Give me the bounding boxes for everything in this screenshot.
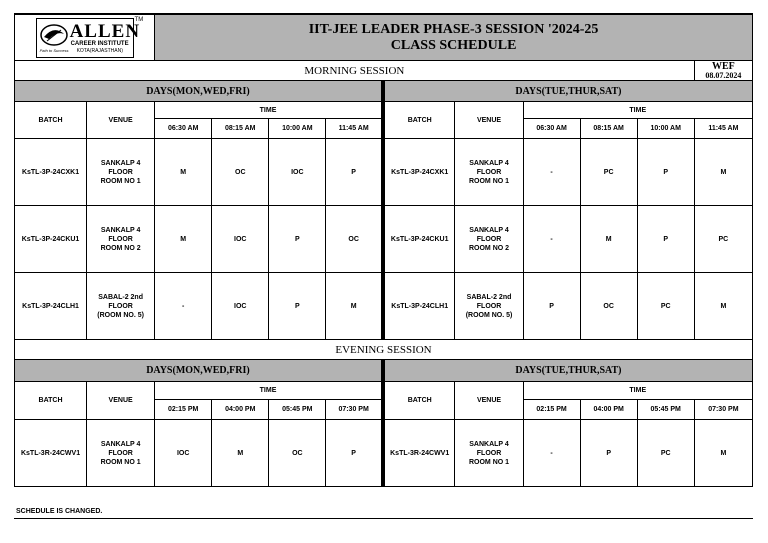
logo-location: KOTA(RAJASTHAN)	[76, 47, 123, 54]
subject-cell: P	[580, 420, 637, 487]
evening-colhead-row	[15, 382, 753, 400]
wef-date: 08.07.2024	[705, 70, 742, 80]
document-subtitle: CLASS SCHEDULE	[390, 37, 517, 53]
time-header: TIME	[155, 102, 383, 119]
time-slot: 07:30 PM	[694, 400, 752, 420]
wef-label: WEF	[711, 60, 735, 72]
logo-trademark: TM	[134, 16, 144, 23]
time-slot: 04:00 PM	[212, 400, 269, 420]
time-slot: 06:30 AM	[523, 119, 580, 139]
venue-line: FLOOR	[476, 235, 502, 243]
schedule-table	[14, 14, 753, 487]
venue-cell	[455, 206, 523, 273]
venue-line: FLOOR	[108, 302, 133, 310]
subject-cell: OC	[580, 273, 637, 340]
morning-days-right: DAYS(TUE,THUR,SAT)	[383, 81, 753, 102]
time-slot: 04:00 PM	[580, 400, 637, 420]
morning-session-row	[15, 61, 753, 81]
logo-wordmark: ALLEN	[69, 20, 141, 42]
evening-days-row	[15, 360, 753, 382]
batch-header: BATCH	[15, 102, 87, 139]
subject-cell: PC	[637, 420, 694, 487]
title-cell	[155, 15, 753, 61]
time-slot: 05:45 PM	[269, 400, 326, 420]
venue-line: SABAL-2 2nd	[98, 293, 143, 301]
batch-header: BATCH	[383, 102, 455, 139]
time-slot: 10:00 AM	[637, 119, 694, 139]
venue-cell	[87, 206, 155, 273]
venue-line: ROOM NO 1	[100, 177, 141, 185]
header-row	[15, 15, 753, 61]
batch-code: KsTL-3R-24CWV1	[15, 420, 87, 487]
venue-line: SANKALP 4	[469, 440, 509, 448]
time-slot: 02:15 PM	[155, 400, 212, 420]
time-slot: 06:30 AM	[155, 119, 212, 139]
evening-days-left: DAYS(MON,WED,FRI)	[15, 360, 383, 382]
morning-days-row	[15, 81, 753, 102]
schedule-row	[15, 420, 753, 487]
batch-code: KsTL-3P-24CKU1	[383, 206, 455, 273]
subject-cell: PC	[694, 206, 752, 273]
time-slot: 08:15 AM	[212, 119, 269, 139]
morning-colhead-row	[15, 102, 753, 119]
venue-line: SANKALP 4	[100, 159, 141, 167]
venue-cell	[87, 273, 155, 340]
batch-code: KsTL-3P-24CXK1	[15, 139, 87, 206]
wef-cell	[694, 61, 752, 81]
subject-cell: -	[523, 139, 580, 206]
time-header: TIME	[155, 382, 383, 400]
venue-line: (ROOM NO. 5)	[465, 311, 513, 319]
subject-cell: P	[523, 273, 580, 340]
venue-line: SANKALP 4	[100, 440, 141, 448]
morning-session-label: MORNING SESSION	[15, 61, 695, 81]
subject-cell: OC	[326, 206, 383, 273]
venue-line: FLOOR	[476, 449, 502, 457]
venue-line: FLOOR	[476, 168, 502, 176]
batch-code: KsTL-3R-24CWV1	[383, 420, 455, 487]
venue-cell	[455, 139, 523, 206]
batch-code: KsTL-3P-24CLH1	[15, 273, 87, 340]
time-slot: 11:45 AM	[326, 119, 383, 139]
subject-cell: IOC	[212, 273, 269, 340]
schedule-footnote: SCHEDULE IS CHANGED.	[16, 508, 103, 515]
venue-line: ROOM NO 2	[100, 244, 141, 252]
time-slot: 10:00 AM	[269, 119, 326, 139]
venue-line: FLOOR	[108, 235, 133, 243]
venue-line: ROOM NO 1	[468, 458, 510, 466]
schedule-document	[14, 14, 753, 487]
venue-line: ROOM NO 2	[468, 244, 510, 252]
time-slot: 02:15 PM	[523, 400, 580, 420]
evening-days-right: DAYS(TUE,THUR,SAT)	[383, 360, 753, 382]
schedule-row	[15, 139, 753, 206]
time-slot: 05:45 PM	[637, 400, 694, 420]
batch-code: KsTL-3P-24CLH1	[383, 273, 455, 340]
subject-cell: M	[694, 139, 752, 206]
time-slot: 08:15 AM	[580, 119, 637, 139]
subject-cell: OC	[212, 139, 269, 206]
subject-cell: -	[155, 273, 212, 340]
time-slot: 11:45 AM	[694, 119, 752, 139]
logo-cell	[15, 15, 155, 61]
venue-line: FLOOR	[476, 302, 502, 310]
venue-line: ROOM NO 1	[468, 177, 510, 185]
venue-line: ROOM NO 1	[100, 458, 141, 466]
allen-emblem-icon	[39, 22, 69, 48]
venue-header: VENUE	[455, 382, 523, 420]
subject-cell: M	[212, 420, 269, 487]
subject-cell: PC	[637, 273, 694, 340]
venue-line: SABAL-2 2nd	[466, 293, 512, 301]
subject-cell: OC	[269, 420, 326, 487]
venue-line: SANKALP 4	[469, 159, 509, 167]
subject-cell: IOC	[155, 420, 212, 487]
subject-cell: M	[694, 273, 752, 340]
subject-cell: PC	[580, 139, 637, 206]
subject-cell: P	[637, 139, 694, 206]
subject-cell: M	[155, 139, 212, 206]
time-header: TIME	[523, 382, 752, 400]
subject-cell: P	[326, 139, 383, 206]
subject-cell: IOC	[269, 139, 326, 206]
subject-cell: IOC	[212, 206, 269, 273]
time-header: TIME	[523, 102, 752, 119]
evening-session-row	[15, 340, 753, 360]
evening-session-label: EVENING SESSION	[15, 340, 753, 360]
venue-cell	[87, 139, 155, 206]
venue-header: VENUE	[87, 382, 155, 420]
venue-line: FLOOR	[108, 168, 133, 176]
logo-tagline: Path to Success	[39, 47, 69, 53]
batch-header: BATCH	[383, 382, 455, 420]
subject-cell: P	[637, 206, 694, 273]
subject-cell: P	[269, 206, 326, 273]
schedule-row	[15, 273, 753, 340]
venue-cell	[87, 420, 155, 487]
subject-cell: P	[269, 273, 326, 340]
subject-cell: M	[155, 206, 212, 273]
batch-header: BATCH	[15, 382, 87, 420]
venue-header: VENUE	[455, 102, 523, 139]
venue-cell	[455, 273, 523, 340]
venue-cell	[455, 420, 523, 487]
subject-cell: M	[326, 273, 383, 340]
venue-line: FLOOR	[108, 449, 133, 457]
schedule-row	[15, 206, 753, 273]
logo-subtitle: CAREER INSTITUTE	[70, 40, 129, 47]
subject-cell: -	[523, 206, 580, 273]
bottom-rule	[14, 518, 753, 519]
subject-cell: M	[580, 206, 637, 273]
subject-cell: M	[694, 420, 752, 487]
subject-cell: P	[326, 420, 383, 487]
venue-line: SANKALP 4	[469, 226, 509, 234]
subject-cell: -	[523, 420, 580, 487]
allen-logo	[36, 16, 144, 58]
venue-line: SANKALP 4	[100, 226, 141, 234]
venue-line: (ROOM NO. 5)	[97, 311, 144, 319]
batch-code: KsTL-3P-24CKU1	[15, 206, 87, 273]
batch-code: KsTL-3P-24CXK1	[383, 139, 455, 206]
morning-days-left: DAYS(MON,WED,FRI)	[15, 81, 383, 102]
time-slot: 07:30 PM	[326, 400, 383, 420]
venue-header: VENUE	[87, 102, 155, 139]
document-title: IIT-JEE LEADER PHASE-3 SESSION '2024-25	[308, 21, 599, 37]
